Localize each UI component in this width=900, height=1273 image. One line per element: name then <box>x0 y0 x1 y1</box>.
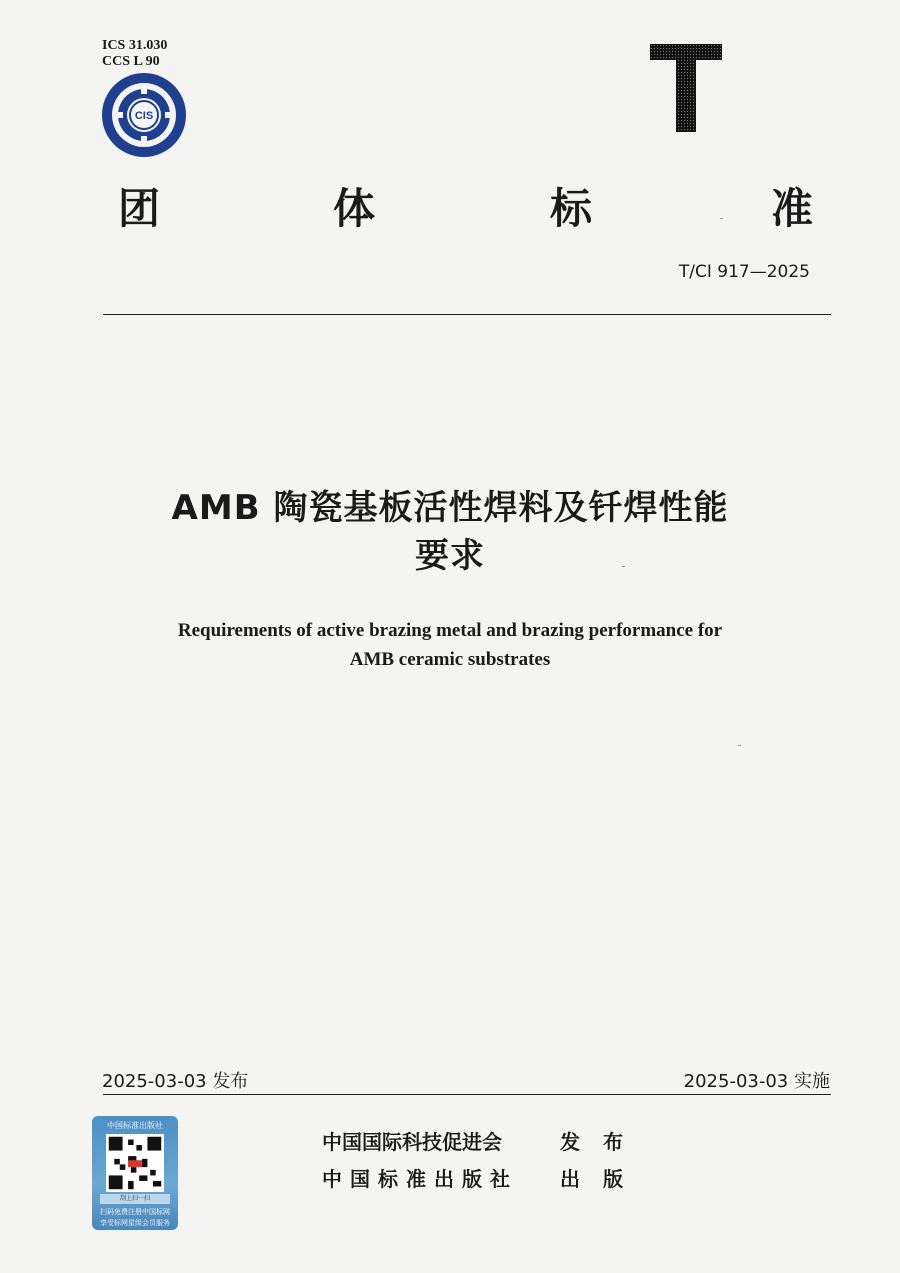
chinese-title-line2: 要求 <box>415 536 485 576</box>
release-date: 2025-03-03 发布 <box>102 1071 249 1092</box>
implement-date: 2025-03-03 实施 <box>683 1071 830 1092</box>
label-line1: 扫码免费注册中国标网 <box>100 1208 170 1216</box>
english-title-line1: Requirements of active brazing metal and brazing performance for <box>177 620 723 641</box>
qr-code-icon[interactable] <box>106 1134 164 1192</box>
category-char-4: 准 <box>771 184 814 233</box>
publisher-row <box>322 1161 631 1198</box>
standard-type-letter <box>650 44 722 132</box>
footer-divider <box>103 1094 831 1095</box>
ccs-code: CCS L 90 <box>102 54 160 69</box>
classification-codes <box>102 38 167 70</box>
scan-speck <box>720 218 723 219</box>
ics-code: ICS 31.030 <box>102 38 168 53</box>
scan-speck <box>738 745 741 746</box>
scan-speck <box>622 566 625 567</box>
header-divider <box>103 314 831 315</box>
publisher-role: 发 布 <box>560 1130 631 1154</box>
publisher-block <box>322 1124 631 1198</box>
standard-number: T/CI 917—2025 <box>678 262 810 282</box>
label-line2: 享受标网星级会员服务 <box>100 1219 170 1227</box>
anti-counterfeit-label <box>92 1116 178 1230</box>
label-title: 中国标准出版社 <box>107 1121 163 1130</box>
chinese-title-line1: AMB 陶瓷基板活性焊料及钎焊性能 <box>171 488 729 528</box>
english-title-line2: AMB ceramic substrates <box>349 649 551 670</box>
category-char-2: 体 <box>333 184 376 233</box>
publisher-role: 出 版 <box>560 1167 631 1191</box>
publisher-org: 中国标准出版社 <box>322 1167 518 1191</box>
cis-seal-logo <box>101 72 187 158</box>
publisher-row <box>322 1124 631 1161</box>
category-char-1: 团 <box>118 184 161 233</box>
label-scan-hint: 刮上扫一扫 <box>119 1195 150 1202</box>
category-char-3: 标 <box>550 184 593 233</box>
svg-text:CIS: CIS <box>134 110 154 122</box>
publisher-org: 中国国际科技促进会 <box>322 1130 502 1154</box>
chinese-title <box>0 484 900 580</box>
english-title <box>0 616 900 674</box>
